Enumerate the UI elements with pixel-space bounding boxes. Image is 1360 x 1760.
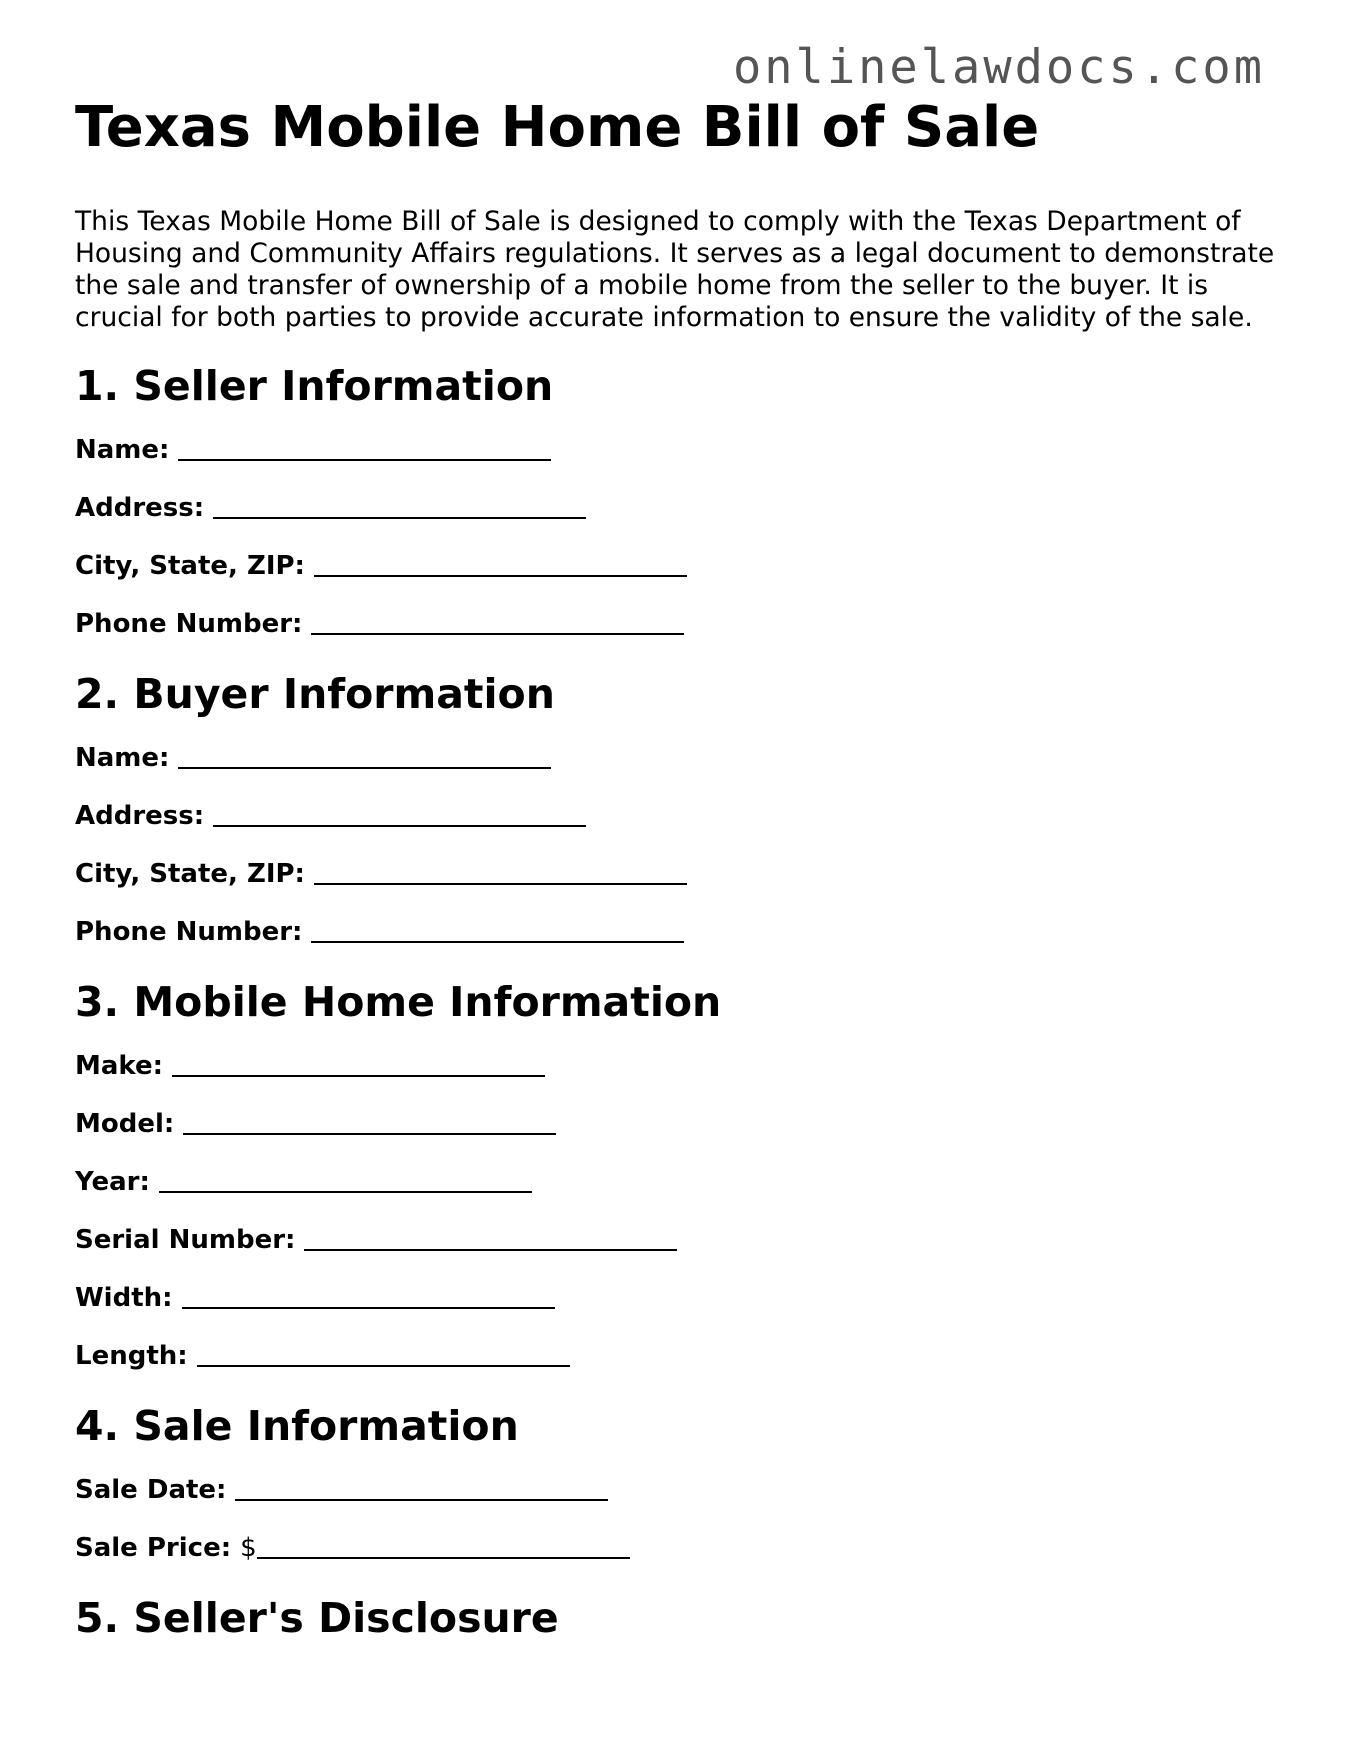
buyer-address-blank[interactable]: [213, 803, 586, 827]
home-model-label: Model:: [75, 1109, 175, 1139]
buyer-name-field: [75, 742, 1275, 774]
buyer-phone-label: Phone Number:: [75, 917, 303, 947]
home-year-field: [75, 1166, 1275, 1198]
buyer-name-blank[interactable]: [178, 745, 551, 769]
home-year-blank[interactable]: [159, 1169, 532, 1193]
seller-name-label: Name:: [75, 435, 170, 465]
buyer-city-state-zip-field: [75, 858, 1275, 890]
seller-name-field: [75, 434, 1275, 466]
intro-paragraph: This Texas Mobile Home Bill of Sale is designed to comply with the Texas Department of Housing and Community Affairs regulations. It serves as a legal document to demonstrate the sale and transfer of ownership of a mobile home from the seller to the buyer. It is crucial for both parties to provide accurate information to ensure the validity of the sale.: [75, 206, 1275, 333]
sale-section: [75, 1402, 1275, 1564]
seller-phone-blank[interactable]: [311, 611, 684, 635]
home-length-label: Length:: [75, 1341, 188, 1371]
buyer-name-label: Name:: [75, 743, 170, 773]
home-serial-field: [75, 1224, 1275, 1256]
sale-price-blank[interactable]: [257, 1535, 630, 1559]
buyer-phone-blank[interactable]: [311, 919, 684, 943]
seller-section: [75, 362, 1275, 640]
mobile-home-section-heading: 3. Mobile Home Information: [75, 978, 722, 1026]
sale-date-blank[interactable]: [235, 1477, 608, 1501]
seller-city-state-zip-field: [75, 550, 1275, 582]
seller-phone-label: Phone Number:: [75, 609, 303, 639]
disclosure-section-heading: 5. Seller's Disclosure: [75, 1594, 559, 1642]
document-body: [75, 96, 1275, 1642]
home-year-label: Year:: [75, 1167, 150, 1197]
buyer-phone-field: [75, 916, 1275, 948]
seller-city-state-zip-label: City, State, ZIP:: [75, 551, 305, 581]
home-length-blank[interactable]: [197, 1343, 570, 1367]
seller-section-heading: 1. Seller Information: [75, 362, 554, 410]
buyer-section: [75, 670, 1275, 948]
seller-name-blank[interactable]: [178, 437, 551, 461]
seller-address-blank[interactable]: [213, 495, 586, 519]
home-width-blank[interactable]: [182, 1285, 555, 1309]
home-width-label: Width:: [75, 1283, 173, 1313]
home-serial-blank[interactable]: [304, 1227, 677, 1251]
document-title: Texas Mobile Home Bill of Sale: [75, 95, 1040, 160]
seller-address-label: Address:: [75, 493, 205, 523]
home-width-field: [75, 1282, 1275, 1314]
sale-price-label: Sale Price:: [75, 1533, 232, 1563]
seller-phone-field: [75, 608, 1275, 640]
home-make-field: [75, 1050, 1275, 1082]
mobile-home-section: [75, 978, 1275, 1372]
seller-city-state-zip-blank[interactable]: [314, 553, 687, 577]
dollar-sign: $: [240, 1533, 257, 1563]
home-serial-label: Serial Number:: [75, 1225, 296, 1255]
seller-address-field: [75, 492, 1275, 524]
sale-date-label: Sale Date:: [75, 1475, 227, 1505]
sale-date-field: [75, 1474, 1275, 1506]
site-watermark: onlinelawdocs.com: [732, 40, 1265, 95]
buyer-city-state-zip-blank[interactable]: [314, 861, 687, 885]
buyer-city-state-zip-label: City, State, ZIP:: [75, 859, 305, 889]
home-model-blank[interactable]: [183, 1111, 556, 1135]
home-model-field: [75, 1108, 1275, 1140]
home-make-label: Make:: [75, 1051, 164, 1081]
sale-price-field: [75, 1532, 1275, 1564]
sale-section-heading: 4. Sale Information: [75, 1402, 519, 1450]
home-make-blank[interactable]: [172, 1053, 545, 1077]
disclosure-section: [75, 1594, 1275, 1642]
buyer-address-label: Address:: [75, 801, 205, 831]
buyer-address-field: [75, 800, 1275, 832]
buyer-section-heading: 2. Buyer Information: [75, 670, 555, 718]
home-length-field: [75, 1340, 1275, 1372]
